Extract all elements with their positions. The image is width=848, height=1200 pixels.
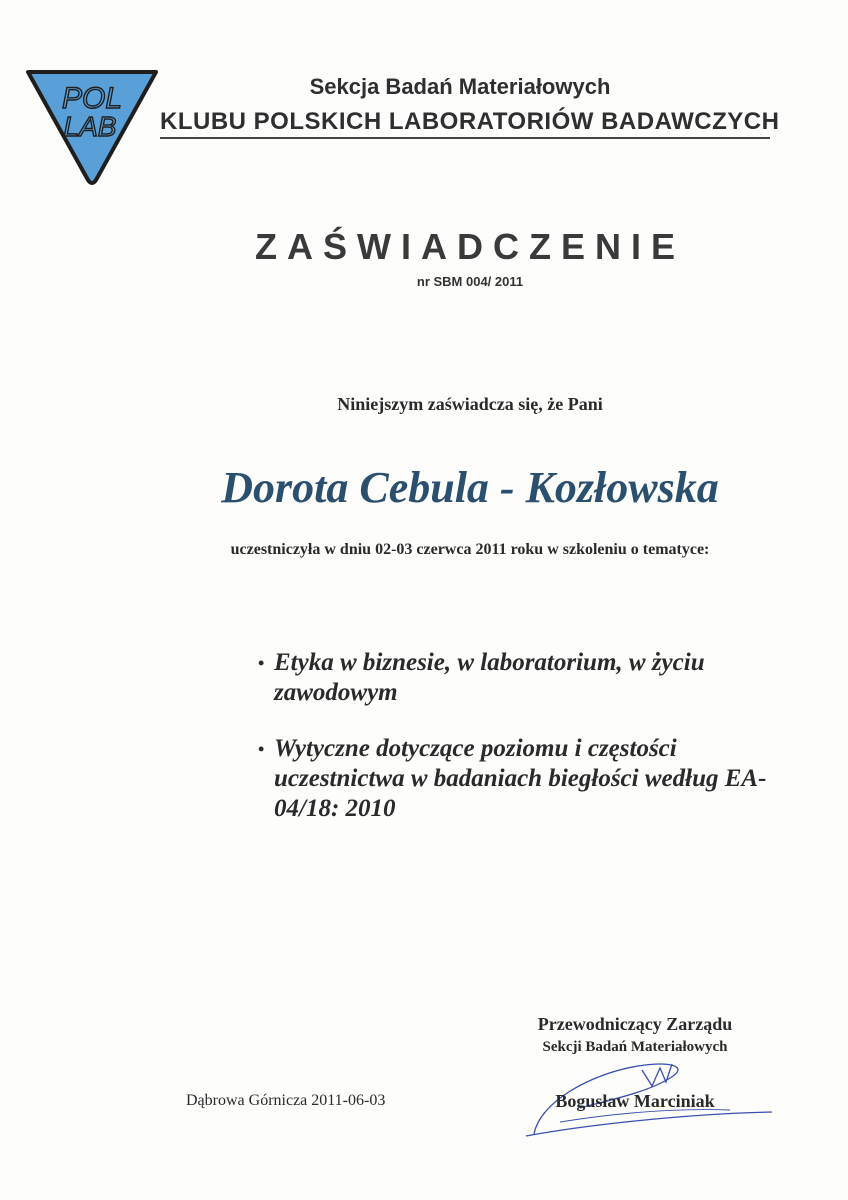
logo-top-text: POL bbox=[61, 82, 123, 115]
training-topic-text: Wytyczne dotyczące poziomu i częstości uczestnictwa w badaniach biegłości według EA-04/18: 2010 bbox=[274, 735, 767, 822]
document-title: ZAŚWIADCZENIE bbox=[255, 226, 685, 267]
organization-club-name: KLUBU POLSKICH LABORATORIÓW BADAWCZYCH bbox=[160, 108, 770, 139]
training-topic-text: Etyka w biznesie, w laboratorium, w życiu zawodowym bbox=[274, 649, 705, 706]
document-number: nr SBM 004/ 2011 bbox=[416, 274, 524, 289]
certification-intro: Niniejszym zaświadcza się, że Pani bbox=[337, 394, 603, 414]
bullet-icon: • bbox=[258, 739, 265, 759]
participation-statement: uczestniczyła w dniu 02-03 czerwca 2011 roku w szkoleniu o tematyce: bbox=[230, 541, 710, 558]
logo-bottom-text: LAB bbox=[63, 111, 117, 142]
place-and-date: Dąbrowa Górnicza 2011-06-03 bbox=[186, 1092, 386, 1109]
pollab-logo bbox=[22, 66, 162, 186]
training-topic bbox=[258, 734, 778, 824]
training-topics-list bbox=[258, 648, 778, 850]
recipient-name: Dorota Cebula - Kozłowska bbox=[221, 463, 719, 512]
pollab-logo-icon bbox=[22, 66, 162, 186]
bullet-icon: • bbox=[258, 653, 265, 673]
signer-organization: Sekcji Badań Materiałowych bbox=[542, 1039, 728, 1055]
signer-title: Przewodniczący Zarządu bbox=[537, 1014, 733, 1034]
training-topic bbox=[258, 648, 778, 708]
signer-name: Bogusław Marciniak bbox=[555, 1091, 715, 1111]
organization-section-name: Sekcja Badań Materiałowych bbox=[309, 74, 611, 99]
